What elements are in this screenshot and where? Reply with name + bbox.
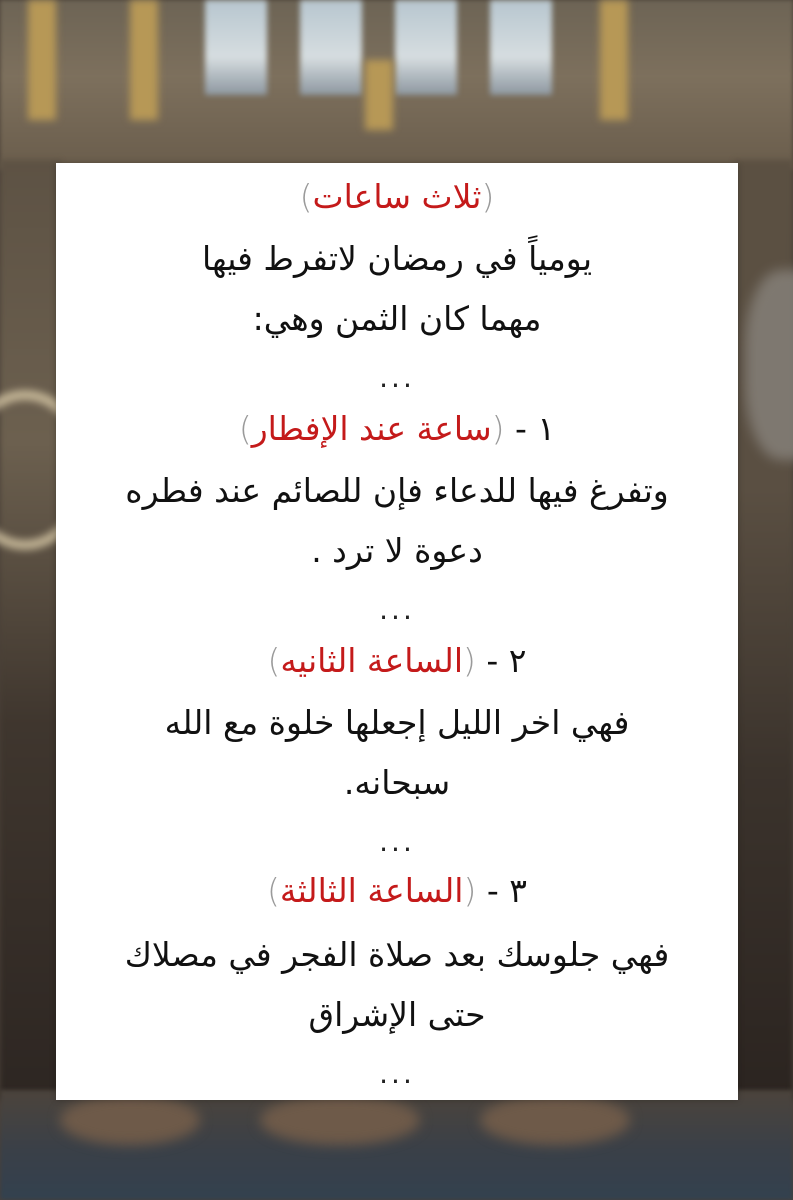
background-pillar: [600, 0, 628, 120]
separator-dots: ...: [379, 1057, 415, 1090]
background-window: [490, 0, 552, 95]
section-number: ٣ -: [486, 871, 527, 910]
open-paren: (: [491, 409, 505, 448]
background-pillar: [365, 60, 393, 130]
close-paren: ): [299, 177, 313, 216]
section-number: ٢ -: [486, 641, 527, 680]
close-paren: ): [267, 871, 280, 910]
background-pillar: [130, 0, 158, 120]
section-title: ساعة عند الإفطار: [251, 409, 492, 448]
section-text: وتفرغ فيها للدعاء فإن للصائم عند فطره: [125, 471, 669, 510]
section-title: الساعة الثانيه: [280, 641, 464, 680]
background-window: [395, 0, 457, 95]
section-heading: [56, 639, 738, 683]
intro-title: ثلاث ساعات: [312, 177, 482, 216]
close-paren: ): [267, 641, 281, 680]
separator-dots: ...: [379, 593, 415, 626]
section-title: الساعة الثالثة: [279, 871, 464, 910]
background-left-edge: [0, 160, 60, 1100]
background-lamp: [745, 270, 793, 460]
background-crowd: [480, 1095, 630, 1145]
open-paren: (: [463, 871, 477, 910]
separator-dots: ...: [379, 361, 415, 394]
section-text: فهي اخر الليل إجعلها خلوة مع الله: [164, 703, 630, 742]
background-window: [300, 0, 362, 95]
background-crowd: [260, 1095, 420, 1145]
intro-title-line: [56, 175, 738, 219]
section-number: ١ -: [514, 409, 556, 448]
section-text: دعوة لا ترد .: [311, 531, 483, 570]
section-text: سبحانه.: [343, 763, 451, 802]
separator-dots: ...: [379, 825, 415, 858]
close-paren: ): [238, 409, 252, 448]
open-paren: (: [463, 641, 476, 680]
section-text: فهي جلوسك بعد صلاة الفجر في مصلاك: [124, 935, 670, 974]
intro-line: يومياً في رمضان لاتفرط فيها: [201, 239, 593, 278]
intro-line: مهما كان الثمن وهي:: [252, 299, 542, 338]
open-paren: (: [481, 177, 495, 216]
section-text: حتى الإشراق: [308, 995, 486, 1034]
text-card: [56, 163, 738, 1100]
background-crowd: [60, 1095, 200, 1145]
section-heading: [56, 407, 738, 451]
background-pillar: [28, 0, 56, 120]
section-heading: [56, 869, 738, 913]
background-window: [205, 0, 267, 95]
